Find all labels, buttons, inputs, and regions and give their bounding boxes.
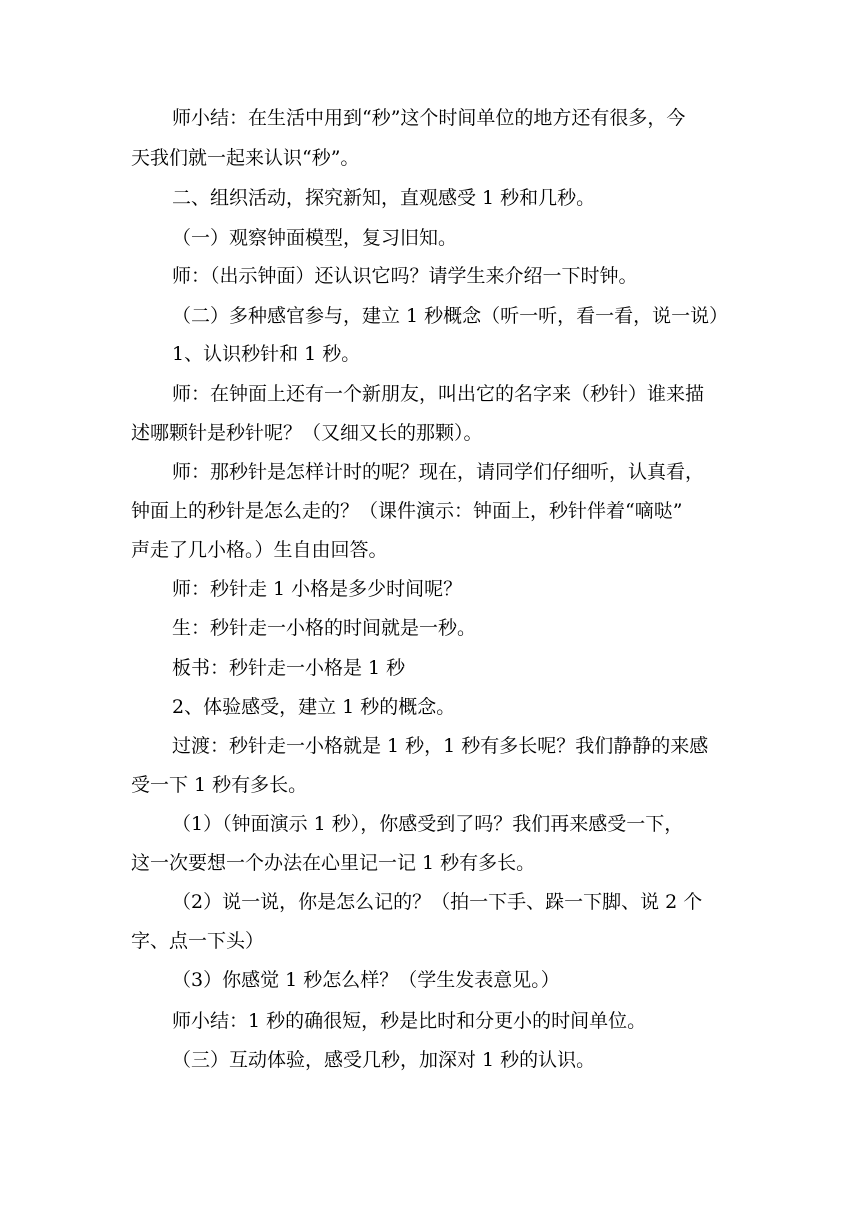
text-line: 师：秒针走 1 小格是多少时间呢？ [172,578,463,600]
text-line: 师小结：在生活中用到“秒”这个时间单位的地方还有很多，今 [172,107,686,129]
text-line: 钟面上的秒针是怎么走的？（课件演示：钟面上，秒针伴着“嘀哒” [131,500,683,522]
text-line: 生：秒针走一小格的时间就是一秒。 [172,617,477,639]
text-line: （1）（钟面演示 1 秒），你感受到了吗？我们再来感受一下， [172,813,684,835]
text-line: 1、认识秒针和 1 秒。 [172,343,361,365]
text-line: 师小结：1 秒的确很短，秒是比时和分更小的时间单位。 [172,1010,647,1032]
text-line: 二、组织活动，探究新知，直观感受 1 秒和几秒。 [172,187,596,209]
text-line: 声走了几小格。）生自由回答。 [131,539,388,561]
text-line: 这一次要想一个办法在心里记一记 1 秒有多长。 [131,852,536,874]
text-line: （2）说一说，你是怎么记的？（拍一下手、跺一下脚、说 2 个 [172,891,703,913]
text-line: （二）多种感官参与，建立 1 秒概念（听一听，看一看，说一说） [172,305,729,327]
text-line: 师：（出示钟面）还认识它吗？请学生来介绍一下时钟。 [172,265,638,287]
text-line: （3）你感觉 1 秒怎么样？（学生发表意见。） [172,969,560,991]
text-line: 字、点一下头） [131,930,265,952]
text-line: 受一下 1 秒有多长。 [131,774,308,796]
text-line: （三）互动体验，感受几秒，加深对 1 秒的认识。 [172,1049,596,1071]
text-line: 述哪颗针是秒针呢？（又细又长的那颗）。 [131,422,483,444]
text-line: 2、体验感受，建立 1 秒的概念。 [172,696,456,718]
text-line: （一）观察钟面模型，复习旧知。 [172,227,458,249]
text-line: 天我们就一起来认识“秒”。 [131,147,360,169]
text-line: 板书：秒针走一小格是 1 秒 [172,657,406,679]
text-line: 师：在钟面上还有一个新朋友，叫出它的名字来（秒针）谁来描 [172,383,705,405]
text-line: 师：那秒针是怎样计时的呢？现在，请同学们仔细听，认真看， [172,461,705,483]
text-line: 过渡：秒针走一小格就是 1 秒，1 秒有多长呢？我们静静的来感 [172,735,709,757]
